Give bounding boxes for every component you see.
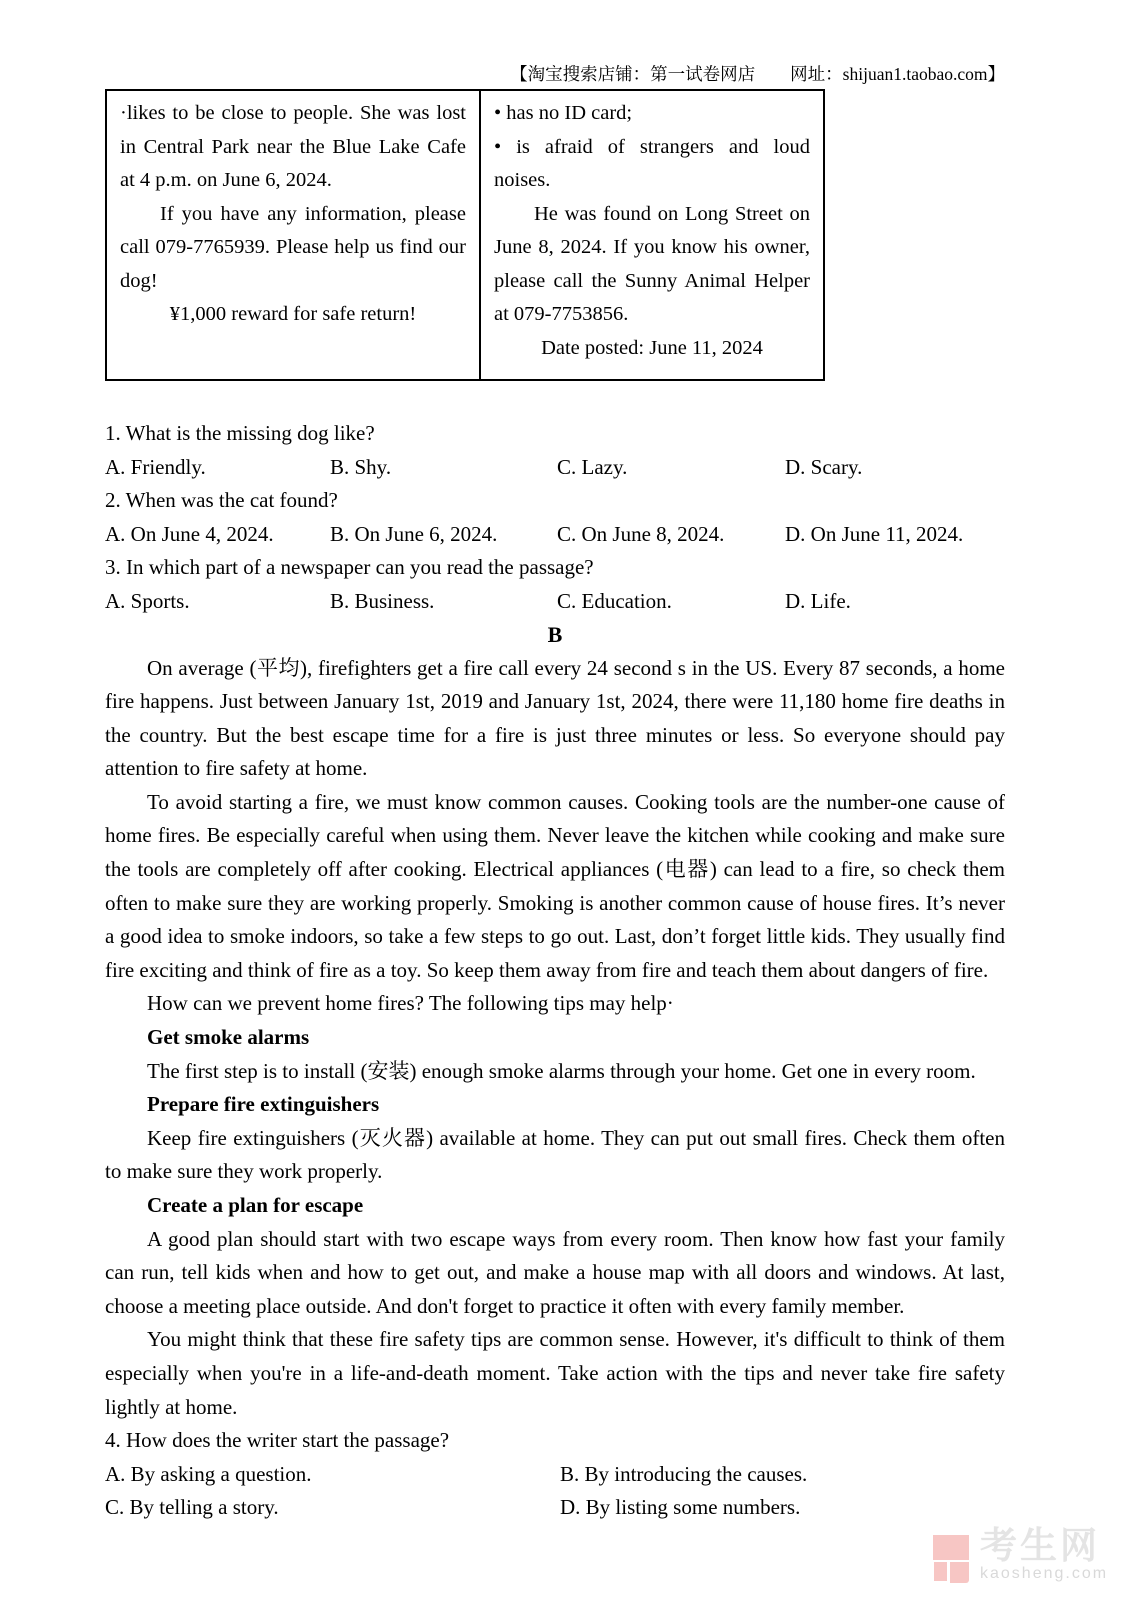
pet-notice-table bbox=[105, 89, 825, 381]
found-cat-bullet-2: • is afraid of strangers and loud noises. bbox=[494, 135, 810, 191]
question-3-option-a: A. Sports. bbox=[105, 588, 190, 613]
lost-dog-notice-cell bbox=[107, 91, 479, 379]
found-cat-date-posted: Date posted: June 11, 2024 bbox=[541, 336, 763, 359]
lost-dog-description: ·likes to be close to people. She was lost in Central Park near the Blue Lake Cafe at 4 p.m. on June 6, 2024. bbox=[120, 102, 466, 191]
questions-passage-a bbox=[105, 417, 1005, 618]
kaosheng-latin-text: kaosheng.com bbox=[980, 1565, 1109, 1582]
passage-b-paragraph-1: On average (平均), firefighters get a fire call every 24 second s in the US. Every 87 seconds, a home fire happens. Just between January 1st, 2019 and January 1st, 2024, there were 11,180 home fire deaths in the country. But the best escape time for a fire is just three minutes or less. So everyone should pay attention to fire safety at home. bbox=[105, 655, 1005, 781]
found-cat-description: He was found on Long Street on June 8, 2024. If you know his owner, please call the Sunny Animal Helper at 079-7753856. bbox=[494, 202, 810, 325]
question-4-option-a: A. By asking a question. bbox=[105, 1461, 312, 1486]
found-cat-bullet-1: • has no ID card; bbox=[494, 102, 633, 124]
shop-header-text: 【淘宝搜索店铺：第一试卷网店 网址：shijuan1.taobao.com】 bbox=[510, 64, 1005, 84]
question-4-block bbox=[105, 1424, 1005, 1525]
question-4-prompt: 4. How does the writer start the passage? bbox=[105, 1428, 450, 1453]
lost-dog-reward: ¥1,000 reward for safe return! bbox=[169, 303, 417, 325]
found-cat-notice-cell bbox=[479, 91, 823, 379]
question-3-prompt: 3. In which part of a newspaper can you read the passage? bbox=[105, 555, 594, 579]
question-4-option-c: C. By telling a story. bbox=[105, 1495, 279, 1520]
passage-b-paragraph-3: How can we prevent home fires? The following tips may help· bbox=[147, 991, 674, 1016]
kaosheng-watermark bbox=[933, 1527, 1108, 1583]
question-1-option-d: D. Scary. bbox=[785, 454, 863, 479]
question-2-option-a: A. On June 4, 2024. bbox=[105, 521, 274, 546]
tip-heading-smoke-alarms: Get smoke alarms bbox=[147, 1025, 310, 1050]
question-4-option-d: D. By listing some numbers. bbox=[560, 1495, 801, 1520]
question-2-prompt: 2. When was the cat found? bbox=[105, 488, 338, 512]
question-2-options bbox=[105, 518, 1005, 552]
passage-b-paragraph-2: To avoid starting a fire, we must know common causes. Cooking tools are the number-one cause of home fires. Be especially careful when using them. Never leave the kitchen while cooking and make sure the tools are completely off after cooking. Electrical appliances (电器) can lead to a fire, so check them often to make sure they are working properly. Smoking is another common cause of house fires. It’s never a good idea to smoke indoors, so take a few steps to go out. Last, don’t forget little kids. They usually find fire exciting and think of fire as a toy. So keep them away from fire and teach them about dangers of fire. bbox=[105, 789, 1005, 982]
lost-dog-contact: If you have any information, please call 079-7765939. Please help us find our dog! bbox=[120, 202, 466, 292]
tip-text-fire-extinguishers: Keep fire extinguishers (灭火器) available at home. They can put out small fires. Check them often to make sure they work properly. bbox=[105, 1125, 1005, 1184]
page-content bbox=[105, 0, 1005, 1525]
passage-b bbox=[105, 618, 1005, 1424]
question-3-options bbox=[105, 585, 1005, 619]
tip-heading-fire-extinguishers: Prepare fire extinguishers bbox=[147, 1092, 380, 1117]
question-2-option-d: D. On June 11, 2024. bbox=[785, 521, 964, 546]
kaosheng-cn-text: 考生网 bbox=[980, 1525, 1100, 1566]
question-1-option-c: C. Lazy. bbox=[557, 454, 628, 479]
question-1-options bbox=[105, 451, 1005, 485]
question-4-options-row-2 bbox=[105, 1491, 1005, 1525]
question-3-option-c: C. Education. bbox=[557, 588, 672, 613]
question-4-option-b: B. By introducing the causes. bbox=[560, 1461, 808, 1486]
passage-b-paragraph-4: You might think that these fire safety tips are common sense. However, it's difficult to think of them especially when you're in a life-and-death moment. Take action with the tips and never take fire safety lightly at home. bbox=[105, 1327, 1005, 1419]
question-4-options-row-1 bbox=[105, 1458, 1005, 1492]
kaosheng-watermark-text bbox=[980, 1527, 1108, 1583]
tip-text-smoke-alarms: The first step is to install (安装) enough smoke alarms through your home. Get one in every room. bbox=[147, 1058, 976, 1083]
question-1-prompt: 1. What is the missing dog like? bbox=[105, 421, 375, 445]
question-2-option-b: B. On June 6, 2024. bbox=[330, 521, 498, 546]
question-3-option-d: D. Life. bbox=[785, 588, 851, 613]
question-1-option-a: A. Friendly. bbox=[105, 454, 206, 479]
question-2-option-c: C. On June 8, 2024. bbox=[557, 521, 725, 546]
question-1-option-b: B. Shy. bbox=[330, 454, 392, 479]
tip-heading-escape-plan: Create a plan for escape bbox=[147, 1193, 364, 1217]
kaosheng-logo-icon bbox=[933, 1535, 969, 1583]
passage-b-heading: B bbox=[547, 622, 563, 647]
tip-text-escape-plan: A good plan should start with two escape ways from every room. Then know how fast your family can run, tell kids when and how to get out, and make a house map with all doors and windows. At last, choose a meeting place outside. And don't forget to practice it often with every family member. bbox=[105, 1226, 1005, 1318]
question-3-option-b: B. Business. bbox=[330, 588, 435, 613]
